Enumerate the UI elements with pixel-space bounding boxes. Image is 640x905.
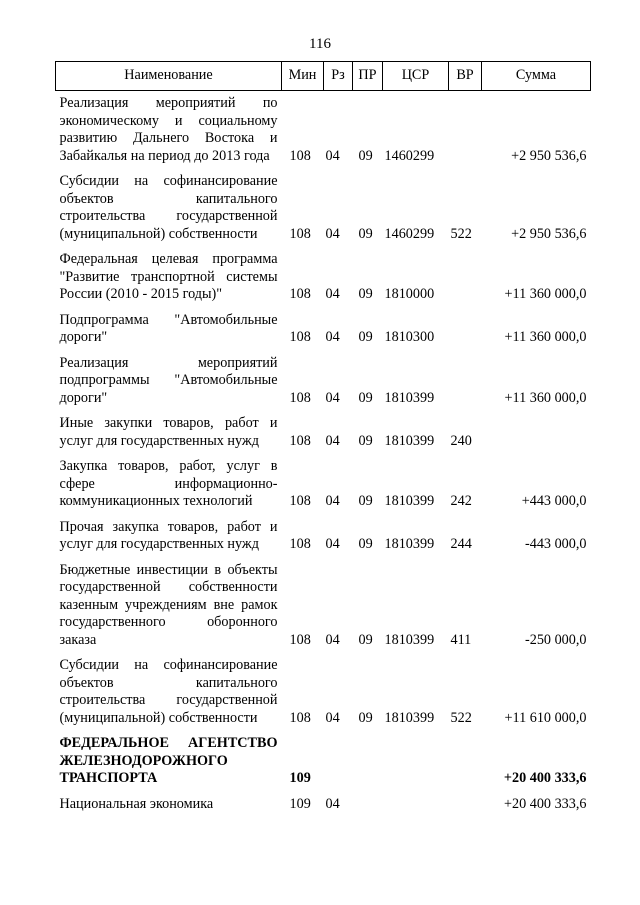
cell-vr [449, 731, 482, 792]
cell-rz [324, 731, 353, 792]
cell-min: 108 [289, 709, 311, 726]
cell-min: 108 [289, 225, 311, 242]
cell-min: 108 [289, 286, 311, 302]
cell-csr: 1460299 [384, 147, 435, 164]
table-row [56, 169, 591, 247]
table-row [56, 515, 591, 558]
cell-sum: +443 000,0 [521, 493, 587, 509]
cell-sum: +11 610 000,0 [504, 709, 587, 726]
cell-sum: +2 950 536,6 [511, 147, 587, 164]
cell-rz: 04 [325, 709, 340, 726]
cell-pr: 09 [358, 432, 373, 449]
cell-name: Иные закупки товаров, работ и услуг для государственных нужд [59, 415, 278, 449]
cell-min: 108 [289, 631, 311, 648]
table-row [56, 308, 591, 351]
table-row [56, 411, 591, 454]
cell-rz: 04 [325, 536, 340, 552]
cell-csr: 1460299 [384, 225, 435, 242]
cell-min: 108 [289, 493, 311, 509]
cell-pr: 09 [358, 225, 373, 242]
header-pr: ПР [353, 62, 383, 91]
header-min: Мин [282, 62, 324, 91]
cell-csr [383, 731, 449, 792]
cell-pr: 09 [358, 389, 373, 406]
table-row [56, 731, 591, 792]
cell-csr: 1810399 [384, 389, 435, 406]
cell-name: Субсидии на софинансирование объектов капитального строительства государственной (муниципальной) собственности [59, 173, 278, 242]
budget-table [55, 61, 591, 817]
cell-rz: 04 [325, 795, 340, 812]
cell-rz: 04 [325, 389, 340, 406]
cell-rz: 04 [325, 493, 340, 509]
cell-pr: 09 [358, 147, 373, 164]
cell-min: 108 [289, 147, 311, 164]
header-vr: ВР [449, 62, 482, 91]
table-row [56, 351, 591, 412]
cell-name: Закупка товаров, работ, услуг в сфере информационно-коммуникационных технологий [59, 458, 278, 509]
cell-vr [449, 792, 482, 818]
cell-min: 108 [289, 389, 311, 406]
cell-name: Прочая закупка товаров, работ и услуг для государственных нужд [59, 518, 278, 552]
cell-vr [449, 351, 482, 412]
cell-vr [449, 247, 482, 308]
cell-sum: +11 360 000,0 [504, 286, 587, 302]
cell-pr [353, 731, 383, 792]
cell-csr: 1810399 [384, 631, 435, 648]
cell-pr [353, 792, 383, 818]
cell-rz: 04 [325, 329, 340, 345]
cell-pr: 09 [358, 631, 373, 648]
cell-vr [449, 91, 482, 170]
page-number: 116 [309, 36, 331, 52]
table-row [56, 247, 591, 308]
cell-name: Федеральная целевая программа "Развитие транспортной системы России (2010 - 2015 годы)" [59, 251, 278, 302]
cell-sum: -250 000,0 [525, 631, 587, 648]
header-csr: ЦСР [383, 62, 449, 91]
cell-name: Реализация мероприятий по экономическому и социальному развитию Дальнего Востока и Забайкалья на период до 2013 года [59, 95, 278, 164]
cell-vr: 240 [450, 432, 472, 449]
table-body [56, 91, 591, 818]
cell-vr: 522 [450, 225, 472, 242]
table-row [56, 653, 591, 731]
cell-sum: +11 360 000,0 [504, 389, 587, 406]
cell-csr [383, 792, 449, 818]
cell-rz: 04 [325, 631, 340, 648]
cell-pr: 09 [358, 329, 373, 345]
cell-pr: 09 [358, 709, 373, 726]
cell-pr: 09 [358, 493, 373, 509]
cell-sum [482, 411, 591, 454]
cell-name: Бюджетные инвестиции в объекты государственной собственности казенным учреждениям вне рамок государственного оборонного заказа [59, 561, 278, 648]
cell-sum: +2 950 536,6 [511, 225, 587, 242]
cell-csr: 1810399 [384, 709, 435, 726]
header-rz: Рз [324, 62, 353, 91]
cell-name: ФЕДЕРАЛЬНОЕ АГЕНТСТВО ЖЕЛЕЗНОДОРОЖНОГО ТРАНСПОРТА [59, 735, 278, 786]
cell-rz: 04 [325, 147, 340, 164]
header-row [56, 62, 591, 91]
cell-rz: 04 [325, 225, 340, 242]
cell-pr: 09 [358, 286, 373, 302]
cell-csr: 1810399 [384, 536, 435, 552]
header-name: Наименование [56, 62, 282, 91]
cell-name: Национальная экономика [59, 795, 214, 812]
cell-min: 108 [289, 329, 311, 345]
cell-min: 108 [289, 536, 311, 552]
cell-vr: 411 [450, 631, 472, 648]
cell-pr: 09 [358, 536, 373, 552]
cell-csr: 1810399 [384, 432, 435, 449]
cell-min: 108 [289, 432, 311, 449]
cell-sum: +11 360 000,0 [504, 329, 587, 345]
table-header [56, 62, 591, 91]
cell-name: Реализация мероприятий подпрограммы "Автомобильные дороги" [59, 354, 278, 406]
cell-csr: 1810000 [384, 286, 435, 302]
cell-vr: 242 [450, 493, 472, 509]
cell-sum: +20 400 333,6 [503, 770, 587, 786]
table-row [56, 91, 591, 170]
cell-min: 109 [289, 770, 311, 786]
cell-name: Субсидии на софинансирование объектов капитального строительства государственной (муниципальной) собственности [59, 657, 278, 726]
table-row [56, 558, 591, 654]
cell-vr: 244 [450, 536, 472, 552]
cell-sum: +20 400 333,6 [504, 795, 587, 812]
cell-min: 109 [289, 795, 311, 812]
cell-rz: 04 [325, 286, 340, 302]
cell-vr: 522 [450, 709, 472, 726]
cell-sum: -443 000,0 [525, 536, 587, 552]
cell-rz: 04 [325, 432, 340, 449]
table-row [56, 792, 591, 818]
cell-name: Подпрограмма "Автомобильные дороги" [59, 311, 278, 345]
table-row [56, 454, 591, 515]
cell-vr [449, 308, 482, 351]
cell-csr: 1810399 [384, 493, 435, 509]
cell-csr: 1810300 [384, 329, 435, 345]
header-sum: Сумма [482, 62, 591, 91]
